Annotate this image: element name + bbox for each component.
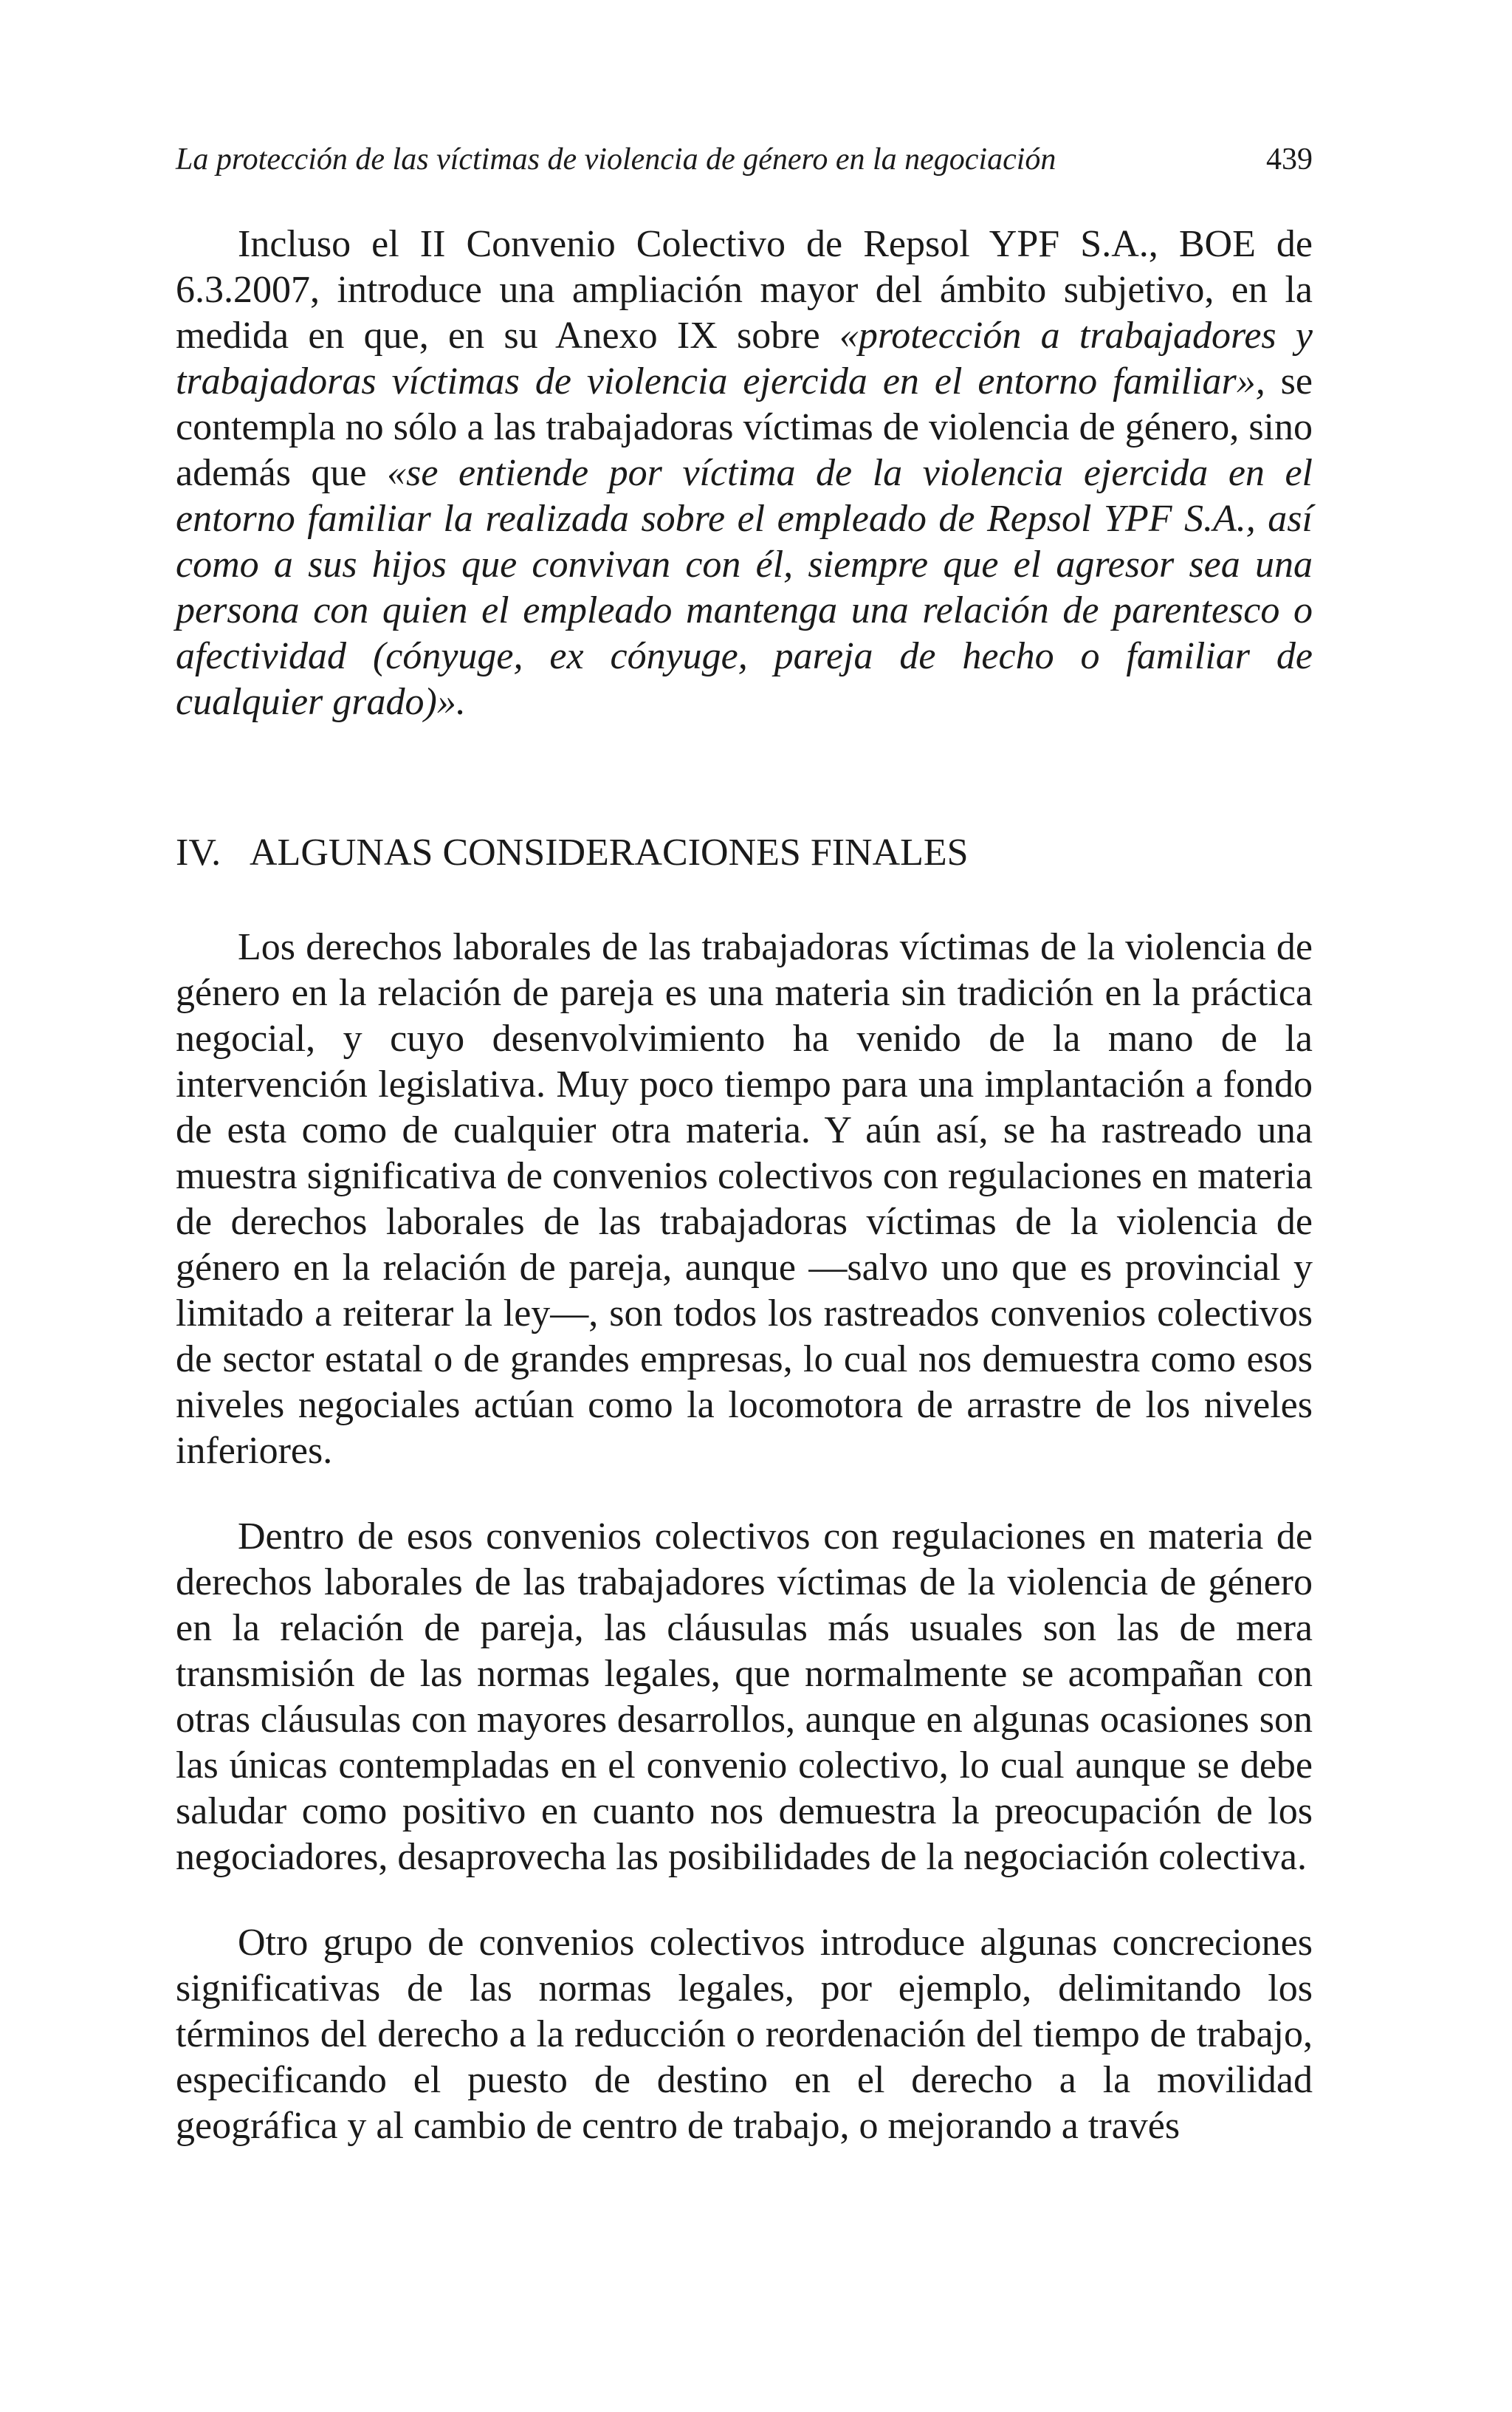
paragraph-concreciones: Otro grupo de convenios colectivos introduce algunas concreciones significativas de las normas legales, por ejemplo, delimitando los términos del derecho a la reducción o reordenación del tiempo de trabajo, especificando el puesto de destino en el derecho a la movilidad geográfica y al cambio de centro de trabajo, o mejorando a través: [176, 1922, 1313, 2147]
quoted-italic-text: «protección a trabajadores y trabajadoras víctimas de violencia ejercida en el entorno familiar»,: [176, 315, 1313, 402]
running-header: [176, 139, 1313, 180]
page-number: 439: [1266, 143, 1313, 177]
body-text: [176, 222, 1313, 2149]
section-heading: [176, 830, 1313, 876]
paragraph-repsol-convenio: [176, 222, 1313, 725]
running-title: La protección de las víctimas de violencia de género en la negociación: [176, 143, 1056, 177]
section-title: ALGUNAS CONSIDERACIONES FINALES: [250, 832, 969, 874]
paragraph-clausulas-usuales: Dentro de esos convenios colectivos con regulaciones en materia de derechos laborales de las trabajadores víctimas de la violencia de género en la relación de pareja, las cláusulas más usuales son las de mera transmisión de las normas legales, que normalmente se acompañan con otras cláusulas con mayores desarrollos, aunque en algunas ocasiones son las únicas contempladas en el convenio colectivo, lo cual aunque se debe saludar como positivo en cuanto nos demuestra la preocupación de los negociadores, desaprovecha las posibilidades de la negociación colectiva.: [176, 1515, 1313, 1878]
paragraph-derechos-laborales: Los derechos laborales de las trabajadoras víctimas de la violencia de género en la relación de pareja es una materia sin tradición en la práctica negocial, y cuyo desenvolvimiento ha venido de la mano de la intervención legislativa. Muy poco tiempo para una implantación a fondo de esta como de cualquier otra materia. Y aún así, se ha rastreado una muestra significativa de convenios colectivos con regulaciones en materia de derechos laborales de las trabajadoras víctimas de la violencia de género en la relación de pareja, aunque —salvo uno que es provincial y limitado a reiterar la ley—, son todos los rastreados convenios colectivos de sector estatal o de grandes empresas, lo cual nos demuestra como esos niveles negociales actúan como la locomotora de arrastre de los niveles inferiores.: [176, 926, 1313, 1472]
section-number: IV.: [176, 832, 221, 874]
quoted-italic-text: «se entiende por víctima de la violencia ejercida en el entorno familiar la realizada sobre el empleado de Repsol YPF S.A., así como a sus hijos que convivan con él, siempre que el agresor sea una persona con quien el empleado mantenga una relación de parentesco o afectividad (cónyuge, ex cónyuge, pareja de hecho o familiar de cualquier grado)».: [176, 452, 1313, 723]
paragraph-text: se contempla no sólo a las trabajadoras víctimas de violencia de género, sino además que: [176, 360, 1313, 494]
paragraph-text: Incluso el II Convenio Colectivo de Repsol YPF S.A., BOE de 6.3.2007, introduce una ampliación mayor del ámbito subjetivo, en la medida en que, en su Anexo IX sobre: [176, 223, 1313, 357]
